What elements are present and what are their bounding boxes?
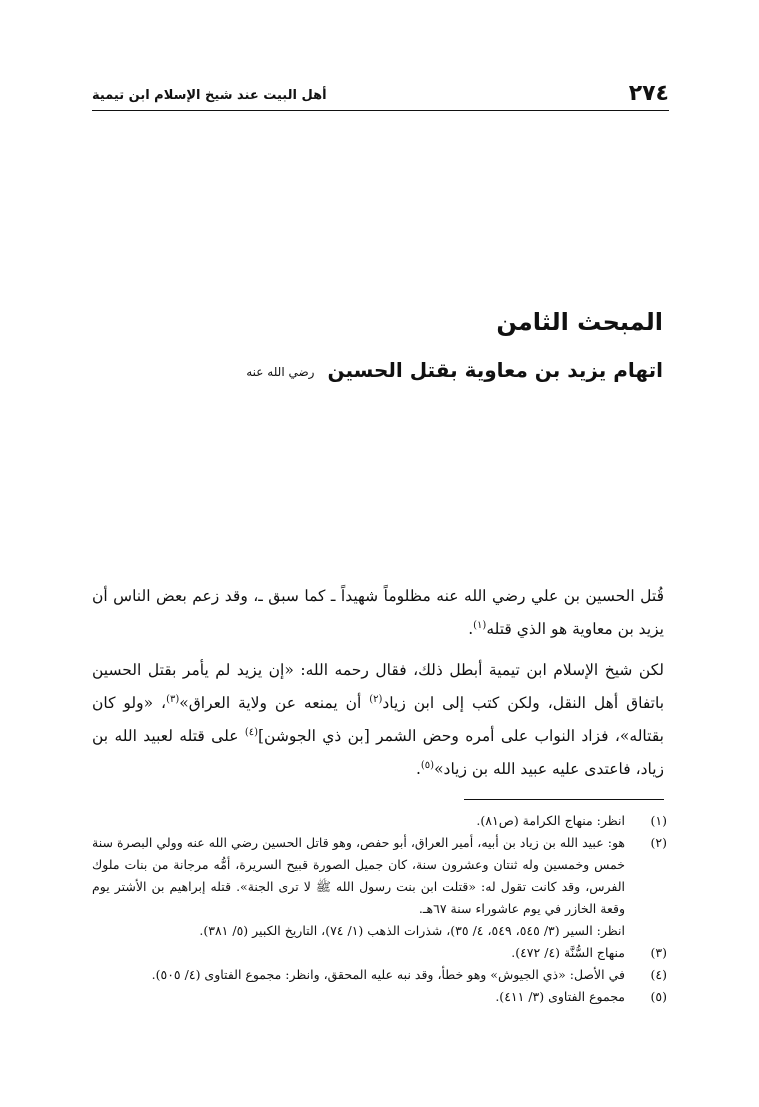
footnote-number: (٥) <box>650 989 667 1004</box>
footnote <box>92 986 667 1008</box>
footnote-reference: (١) <box>473 619 487 631</box>
footnote-text <box>92 810 625 832</box>
footnote-text <box>92 942 625 964</box>
footnote <box>92 832 667 942</box>
footnote-reference: (٤) <box>244 726 258 738</box>
running-title: أهل البيت عند شيخ الإسلام ابن تيمية <box>92 88 327 103</box>
header-rule <box>92 110 669 111</box>
body-text <box>92 580 664 794</box>
paragraph-text: . <box>415 760 421 778</box>
footnote-rule <box>464 799 664 800</box>
chapter-title-text: اتهام يزيد بن معاوية بقتل الحسين <box>327 358 663 382</box>
footnote-line: منهاج السُّنَّة (٤/ ٤٧٢). <box>511 945 625 960</box>
paragraph-text: أن يمنعه عن ولاية العراق» <box>179 694 370 712</box>
honorific: رضي الله عنه <box>246 364 315 379</box>
footnotes <box>92 810 667 1008</box>
footnote-number: (٢) <box>650 835 667 850</box>
footnote-text <box>92 832 625 942</box>
chapter-title <box>246 358 663 382</box>
footnote-number: (٣) <box>650 945 667 960</box>
footnote-number: (٤) <box>650 967 667 982</box>
footnote <box>92 942 667 964</box>
paragraph-text: لكن شيخ الإسلام ابن تيمية أبطل ذلك، فقال رحمه الله: «إن يزيد لم يأمر بقتل الحسين باتفاق أهل النقل، ولكن كتب إلى ابن زياد <box>92 661 665 712</box>
footnote <box>92 810 667 832</box>
footnote-line: هو: عبيد الله بن زياد بن أبيه، أمير العراق، أبو حفص، وهو قاتل الحسين رضي الله عنه وولي البصرة سنة خمس وخمسين وله ثنتان وعشرون سنة، كان جميل الصورة قبيح السريرة، أمُّه مرجانة من بنات ملوك الفرس، وقد كانت تقول له: «قتلت ابن بنت رسول الله ﷺ لا ترى الجنة». قتله إبراهيم بن الأشتر يوم وقعة الخازر في يوم عاشوراء سنة ٦٧هـ. <box>92 835 625 916</box>
footnote-line: انظر: السير (٣/ ٥٤٥، ٥٤٩، ٤/ ٣٥)، شذرات الذهب (١/ ٧٤)، التاريخ الكبير (٥/ ٣٨١). <box>199 923 625 938</box>
footnote-line: مجموع الفتاوى (٣/ ٤١١). <box>495 989 625 1004</box>
footnote-number: (١) <box>650 813 667 828</box>
footnote-reference: (٢) <box>369 693 383 705</box>
body-paragraph <box>92 580 664 646</box>
body-paragraph <box>92 654 664 786</box>
footnote-reference: (٥) <box>420 759 435 771</box>
paragraph-text: قُتل الحسين بن علي رضي الله عنه مظلوماً شهيداً ـ كما سبق ـ، وقد زعم بعض الناس أن يزيد بن معاوية هو الذي قتله <box>92 587 664 638</box>
footnote-line: في الأصل: «ذي الجيوش» وهو خطأ، وقد نبه عليه المحقق، وانظر: مجموع الفتاوى (٤/ ٥٠٥). <box>151 967 625 982</box>
footnote-reference: (٣) <box>166 693 180 705</box>
footnote-text <box>92 986 625 1008</box>
paragraph-text: ، «ولو كان بقتاله»، فزاد النواب على أمره وحض الشمر [بن ذي الجوشن] <box>92 694 664 745</box>
paragraph-text: على قتله لعبيد الله بن زياد، فاعتدى عليه عبيد الله بن زياد» <box>92 727 664 778</box>
paragraph-text: . <box>468 620 474 638</box>
section-heading: المبحث الثامن <box>496 308 663 336</box>
page-header <box>92 70 669 106</box>
footnote-line: انظر: منهاج الكرامة (ص٨١). <box>476 813 625 828</box>
page-number: ٢٧٤ <box>628 81 669 106</box>
footnote-text <box>92 964 625 986</box>
footnote <box>92 964 667 986</box>
